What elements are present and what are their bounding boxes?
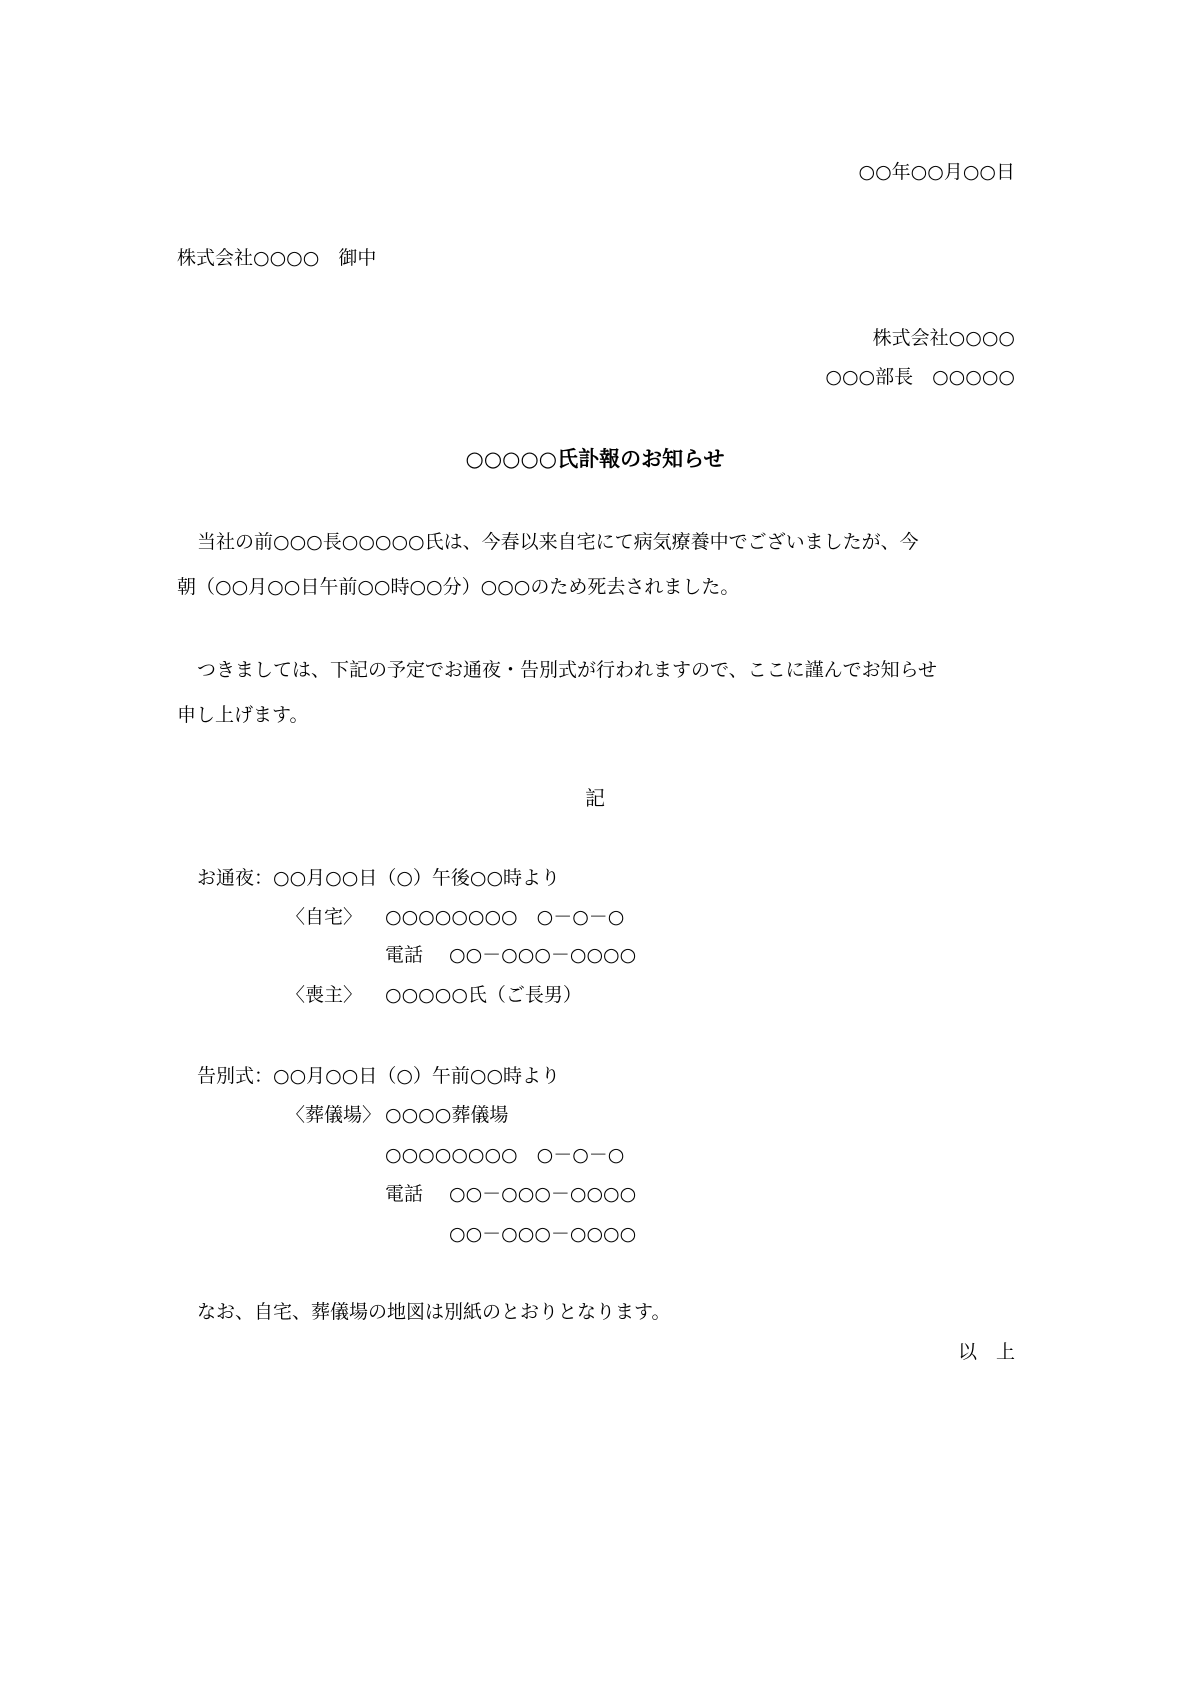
kokubetsu-phone-2: ○○－○○○－○○○○ <box>449 1223 637 1245</box>
tsuya-home-address: ○○○○○○○○ ○－○－○ <box>385 906 625 928</box>
body-paragraph-1-line-2: 朝（○○月○○日午前○○時○○分）○○○のため死去されました。 <box>177 576 740 598</box>
tsuya-chief-label: 〈喪主〉 <box>286 984 363 1006</box>
kokubetsu-hall-label: 〈葬儀場〉 <box>286 1104 382 1126</box>
sender-company: 株式会社○○○○ <box>872 327 1015 349</box>
tsuya-line: お通夜：○○月○○日（○）午後○○時より <box>197 867 561 889</box>
body-paragraph-2-line-2: 申し上げます。 <box>177 704 309 726</box>
document-date: ○○年○○月○○日 <box>858 161 1015 183</box>
ki-heading: 記 <box>585 786 605 810</box>
kokubetsu-phone-1: ○○－○○○－○○○○ <box>449 1183 637 1205</box>
sender-person: ○○○部長 ○○○○○ <box>825 366 1015 388</box>
kokubetsu-address: ○○○○○○○○ ○－○－○ <box>385 1144 625 1166</box>
closing-note: なお、自宅、葬儀場の地図は別紙のとおりとなります。 <box>197 1301 671 1323</box>
recipient: 株式会社○○○○ 御中 <box>177 247 377 269</box>
document-title: ○○○○○氏訃報のお知らせ <box>465 447 725 471</box>
body-paragraph-2-line-1: つきましては、下記の予定でお通夜・告別式が行われますので、ここに謹んでお知らせ <box>197 659 938 681</box>
tsuya-phone-label: 電話 <box>385 944 424 966</box>
kokubetsu-phone-label: 電話 <box>385 1183 424 1205</box>
kokubetsu-hall: ○○○○葬儀場 <box>385 1104 509 1126</box>
body-paragraph-1-line-1: 当社の前○○○長○○○○○氏は、今春以来自宅にて病気療養中でございましたが、今 <box>197 531 919 553</box>
tsuya-chief: ○○○○○氏（ご長男） <box>385 984 582 1006</box>
closing-ijou: 以 上 <box>957 1341 1015 1363</box>
tsuya-phone: ○○－○○○－○○○○ <box>449 944 637 966</box>
kokubetsu-line: 告別式：○○月○○日（○）午前○○時より <box>197 1065 561 1087</box>
tsuya-home-label: 〈自宅〉 <box>286 906 363 928</box>
